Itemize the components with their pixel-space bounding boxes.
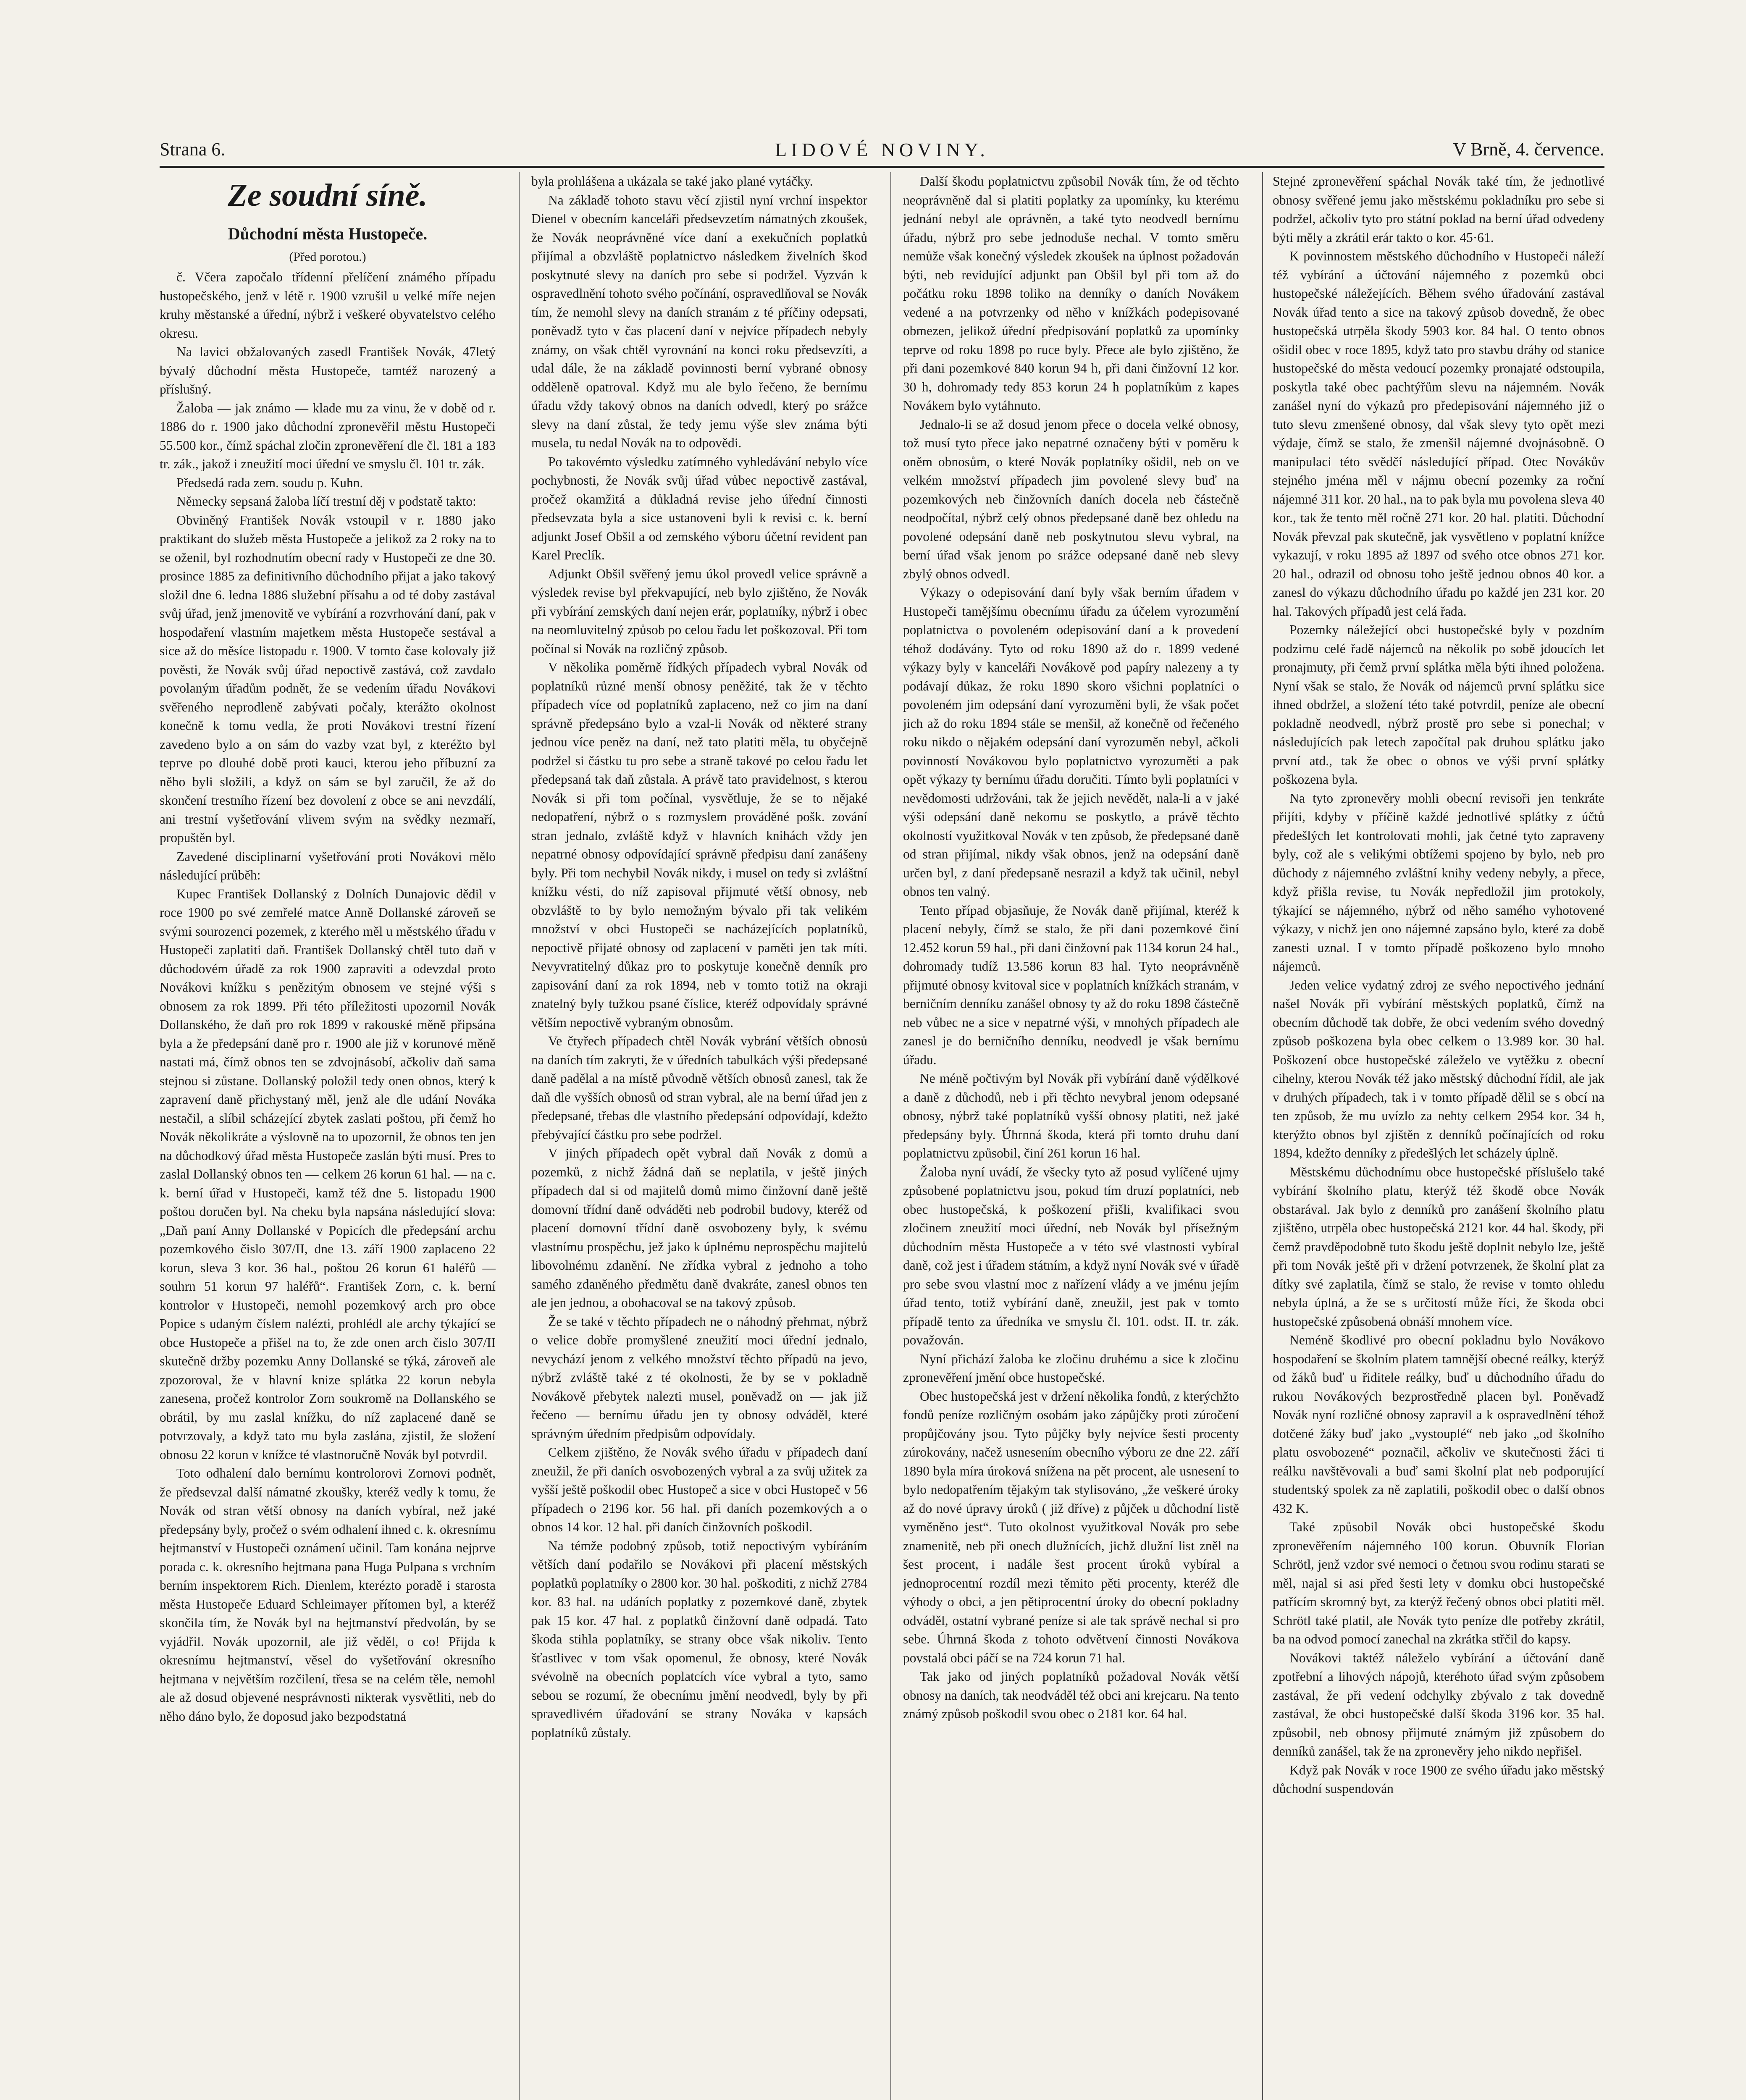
article-paragraph: V několika poměrně řídkých případech vybral Novák od poplatníků různé menší obnosy peněžité, tak že v těchto případech více od poplatníků zaplaceno, než co jim na daní správně předepsáno bylo a vzal-li Novák od některé strany jednou více peněz na daní, než tato platiti měla, tu obyčejně podržel si částku tu pro sebe a straně takové po celou řadu let předepsaná tak daň zůstala. A právě tato pravidelnost, s kterou Novák si při tom počínal, vysvětluje, že se to nějaké nedopatření, nýbrž o s rozmyslem prováděné pošk. zování stran jednalo, zvláště když v hlavních knihách vždy jen nepatrné obnosy odpovídající správně předpisu daní zanášeny byly. Při tom nechybil Novák nikdy, i musel on tedy si zvláštní knížku vésti, do níž zapisoval přijmuté větší obnosy, neb obzvláště to by bylo nemožným bývalo při tak velikém množství v obci Hustopeči se nacházejících poplatníků, nepoctivě přijaté obnosy od zaplacení v paměti jen tak míti. Nevyvratitelný důkaz pro to poskytuje konečně denník pro zapisování daní za rok 1894, neb v tomto totiž na okraji znatelný byly tužkou psané číslice, kteréž odpovídaly správné větším nepoctivě vybraným obnosům. xyxy=(531,660,867,1030)
article-headline: Důchodní města Hustopeče. xyxy=(228,224,428,243)
article-paragraph: Novákovi taktéž náleželo vybírání a účtování daně zpotřební a lihových nápojů, kteréhoto úřad svým způsobem zastával, že při vedení odchylky zbývalo z tak dovedně zastával, že obci hustopečské další škoda 3196 kor. 35 hal. způsobil, neb obnosy přijmuté známým již způsobem do denníků zanášel, tak že na zpronevěry jeho nikdo nepřišel. xyxy=(1273,1650,1604,1759)
page-header xyxy=(160,139,1604,164)
article-paragraph: Další škodu poplatnictvu způsobil Novák tím, že od těchto neoprávněně dal si platiti poplatky za upomínky, ku kterému jednání nebyl ale oprávněn, a také tyto neodvedl bernímu úřadu, nýbrž pro sebe jednoduše nechal. V tomto směru nemůže však konečný výsledek zkoušek na úplnost požadován býti, neb revidující adjunkt pan Obšil byl při tom až do počátku roku 1898 toliko na denníky o daních Novákem vedené a na potvrzenky od něho v knížkách podepisované obmezen, jelikož úřední předpisování poplatků za upomínky teprve od roku 1898 po ruce byly. Přece ale bylo zjištěno, že při dani pozemkové 840 korun 94 h, při dani činžovní 12 kor. 30 h, dohromady tedy 853 korun 24 h poplatníkům z kapes Novákem bylo vytáhnuto. xyxy=(903,174,1239,413)
article-paragraph: Pozemky náležející obci hustopečské byly v pozdním podzimu celé řadě nájemců na několik po sobě jdoucích let pronajmuty, při čemž první splátka měla býti ihned položena. Nyní však se stalo, že Novák od nájemců první splátku sice ihned obdržel, a složení této také potvrdil, peníze ale obecní pokladně neodvedl, nýbrž prostě pro sebe si ponechal; v následujících pak letech započítal pak druhou splátku jako první atd., tak že obec o obnos ve výši první splátky poškozena byla. xyxy=(1273,622,1604,787)
column-divider xyxy=(1262,172,1263,2100)
article-paragraph: Zavedené disciplinarní vyšetřování proti Novákovi mělo následující průběh: xyxy=(160,849,496,882)
article-paragraph: Že se také v těchto případech ne o náhodný přehmat, nýbrž o velice dobře promyšlené zneužití moci úřední jednalo, nevychází jenom z velkého množství těchto případů na jevo, nýbrž zvláště také z té okolnosti, že by se v pokladně Novákově přebytek nalezti musel, poněvadž on — jak již řečeno — bernímu úřadu jen ty obnosy odváděl, které správným úředním předpisům odpovídaly. xyxy=(531,1314,867,1441)
section-title: Ze soudní síně. xyxy=(228,178,428,213)
article-paragraph: Předsedá rada zem. soudu p. Kuhn. xyxy=(176,475,363,490)
article-paragraph: Městskému důchodnímu obce hustopečské příslušelo také vybírání školního platu, kterýž též škodě obce Novák obstarával. Jak bylo z denníků pro zanášení školního platu zjištěno, utrpěla obec hustopečská 2121 kor. 44 hal. škody, při čemž pravděpodobně tuto škodu ještě doplnit nebylo lze, ještě při tom Novák ještě při v držení potvrzenek, že školní plat za dítky své zaplatila, čímž se stalo, že revise v tomto ohledu nebyla úplná, a že se s určitostí může říci, že škoda obci hustopečské způsobená obnáší mnohem více. xyxy=(1273,1164,1604,1329)
article-paragraph: Tak jako od jiných poplatníků požadoval Novák větší obnosy na daních, tak neodváděl též obci ani krejcaru. Na tento známý způsob poškodil svou obec o 2181 kor. 64 hal. xyxy=(903,1669,1239,1721)
article-paragraph: Ve čtyřech případech chtěl Novák vybrání větších obnosů na daních tím zakryti, že v úředních tabulkách výši předepsané daně padělal a na místě původně větších obnosů zanesl, tak že daň dle vyšších obnosů od stran vybral, ale na berní úřad jen z předepsané, třebas dle vlastního předepsání odpovídají, kdežto přebývající částku pro sebe podržel. xyxy=(531,1034,867,1142)
article-paragraph: Jeden velice vydatný zdroj ze svého nepoctivého jednání našel Novák při vybírání městských poplatků, čímž na obecním důchodě tak dobře, že obci vedením svého dovedný způsob poškozena byla obec celkem o 13.989 kor. 30 hal. Poškození obce hustopečské záleželo ve vytěžku z obecní cihelny, kterou Novák též jako městský důchodní řídil, ale jak v druhých případech, tak i v tomto případě dělil se s obcí na ten způsob, že mu uvízlo za nehty celkem 2954 kor. 34 h, kterýžto obnos byl zjištěn z denníků počínajících od roku 1894, kdežto denníky z předešlých let scházely úplně. xyxy=(1273,977,1604,1160)
article-paragraph: Kupec František Dollanský z Dolních Dunajovic dědil v roce 1900 po své zemřelé matce Anně Dollanské zároveň se svými sourozenci pozemek, z kterého měl u městského úřadu v Hustopeči zaplatiti daň. František Dollanský chtěl tuto daň v důchodovém úřadě za rok 1900 zapraviti a odevzdal proto Novákovi knížku s penězitým obnosem ve stejné výši s obnosem za rok 1899. Při této příležitosti upozornil Novák Dollanského, že daň pro rok 1899 v rakouské měně připsána byla a že předepsání daně pro r. 1900 ale již v korunové měně nastati má, čímž obnos ten se zdvojnásobí, ačkoliv daň sama stejnou si zůstane. Dollanský položil tedy onen obnos, který k zapravení daně přichystaný měl, jenž ale dle udání Nováka nestačil, a slíbil scházející zbytek zaslati poštou, při čemž ho Novák několikráte a výslovně na to upozornil, že obnos ten jen na důchodkový úřad města Hustopeče zaslán býti musí. Pres to zaslal Dollanský obnos ten — celkem 26 korun 61 hal. — na c. k. berní úřad v Hustopeči, kamž též dne 5. listopadu 1900 poštou doručen byl. Na cheku byla napsána následující slova: „Daň paní Anny Dollanské v Popicích dle předepsání archu pozemkového čislo 307/II, dne 13. září 1900 zaplaceno 22 korun, sleva 3 kor. 36 hal., poštou 26 korun 61 haléřů — souhrn 51 korun 97 haléřů“. František Zorn, c. k. berní kontrolor v Hustopeči, nemohl pozemkový arch pro obce Popice s udaným číslem nalézti, prohlédl ale archy týkající se obce Hustopeče a přišel na to, že zde onen arch čislo 307/II skutečně držby pozemku Anny Dollanské se týká, zároveň ale zpozoroval, že v hlavní knize splátka 22 korun nebyla zanesena, pročež kontrolor Zorn soukromě na Dollanského se obrátil, by mu zaslal knížku, do níž zaplacené daně se potvrzovaly, a když tato mu byla zaslána, zjistil, že složení obnosu 22 korun v knížce té vlastnoručně Novák byl potvrdil. xyxy=(160,886,496,1462)
article-paragraph: Německy sepsaná žaloba líčí trestní děj v podstatě takto: xyxy=(176,494,476,509)
header-rule xyxy=(160,166,1604,168)
article-paragraph: Jednalo-li se až dosud jenom přece o docela velké obnosy, tož musí tyto přece jako nepatrné označeny býti v poměru k oněm obnosům, o které Novák poplatníky ošidil, neb on ve velkém množství případech jim povolené slevy buď na pozemkových neb činžovních daních docela neb částečně neodpočítal, nýbrž celý obnos předepsané daně bez ohledu na povolené odepsání daně neb poskytnutou slevu vybral, na berní úřad však jenom po srážce odepsané daně neb slevy zbylý obnos odvedl. xyxy=(903,417,1239,581)
article-paragraph: Neméně škodlivé pro obecní pokladnu bylo Novákovo hospodaření se školním platem tamnější obecné reálky, kterýž od žáků buď u řiditele reálky, buď u důchodního úřadu do rukou Novákových bezprostředně placen byl. Poněvadž Novák nyní rozličné obnosy zapravil a k ospravedlnění téhož dotčené žáky buď jako „vystouplé“ neb jako „od školního platu osvobozené“ poznačil, ačkoliv ve skutečnosti žáci ti reálku navštěvovali a buď sami školní plat neb podporující studentský spolek za ně zaplatili, poškodil obec o další obnos 432 K. xyxy=(1273,1333,1604,1516)
page-number: Strana 6. xyxy=(160,139,226,160)
article-paragraph: Výkazy o odepisování daní byly však berním úřadem v Hustopeči tamějšímu obecnímu úřadu za účelem vyrozumění poplatnictva o povoleném odepisování daní a k provedení téhož dodávány. Tyto od roku 1890 až do r. 1899 vedené výkazy byly v kanceláři Novákově pod papíry nalezeny a ty podávají důkaz, že roku 1890 skoro všichni poplatníci o povoleném jim odepsání daní vyrozuměni byli, že však počet jich až do roku 1894 stále se menšil, až konečně od řečeného roku nikdo o nějakém odepsání daní vyrozuměn nebyl, ačkoli povinností Novákovou bylo poplatnictvo vyrozuměti a pak opět výkazy ty bernímu úřadu doručiti. Tímto byli poplatníci v nevědomosti udržováni, tak že jejich nevědět, nala-li a v jaké výši odepsání daně nekomu se poskytlo, a právě těchto okolností využitkoval Novák v ten způsob, že předepsané daně od stran přijímal, nikdy však obnos, jenž na odepsání daně určen byl, z daní předepsaně nesrazil a když tak učinil, nebyl obnos ten valný. xyxy=(903,585,1239,899)
column-2 xyxy=(531,172,867,2100)
article-paragraph: Žaloba nyní uvádí, že všecky tyto až posud vylíčené ujmy způsobené poplatnictvu jsou, pokud tím druzí poplatníci, neb obec hustopečská, k poškození přišli, kvalifikaci svou zločinem zneužití moci úřední, neb Novák byl přísežným důchodním města Hustopeče a v této své vlastnosti vybíral daně, což jest i úřadem státním, a když nyní Novák své v úřadě pro sebe svou vlastní moc z nařízení vlády a ve jménu jejím úřad tento, totiž vybírání daně, zneužil, jest pak v tomto případě tento za úředníka ve smyslu čl. 101. odst. II. tr. zák. považován. xyxy=(903,1164,1239,1347)
article-paragraph: Na základě tohoto stavu věcí zjistil nyní vrchní inspektor Dienel v obecním kanceláři předsevzetím námatných zkoušek, že Novák neoprávněné více daní a exekučních poplatků přijímal a obzvláště poplatnictvo následkem živelních škod poskytnuté slevy na daních pro sebe si podržel. Vyzván k ospravedlnění tohoto svého počínání, ospravedlňoval se Novák tím, že nemohl slevy na daních stranám z té příčiny odepsati, poněvadž tyto v čas placení daní v nejvíce případech nebyly známy, on však chtěl vyrovnání na konci roku předsevzíti, a udal dále, že na základě povinnosti berní vybrané obnosy odděleně opatroval. Když mu ale bylo řečeno, že bernímu úřadu vždy takový obnos na daních odvedl, který po srážce slevy na daní zůstal, že tedy jemu výše slev známa býti musela, tu nedal Novák na to odpovědi. xyxy=(531,192,867,450)
article-paragraph: Když pak Novák v roce 1900 ze svého úřadu jako městský důchodní suspendován xyxy=(1273,1762,1604,1796)
column-divider xyxy=(890,172,891,2100)
article-paragraph: Žaloba — jak známo — klade mu za vinu, že v době od r. 1886 do r. 1900 jako důchodní zpronevěřil městu Hustopeči 55.500 kor., čímž spáchal zločin zpronevěření dle čl. 181 a 183 tr. zák., jakož i zneužití moci úřední ve smyslu čl. 101 tr. zák. xyxy=(160,400,496,471)
column-divider xyxy=(519,172,520,2100)
place-date: V Brně, 4. července. xyxy=(1453,139,1604,160)
article-paragraph: Nyní přichází žaloba ke zločinu druhému a sice k zločinu zpronevěření jmění obce hustopečské. xyxy=(903,1351,1239,1385)
article-paragraph: K povinnostem městského důchodního v Hustopeči náleží též vybírání a účtování nájemného z pozemků obci hustopečské náležejících. Během svého úřadování zastával Novák úřad tento a sice na takový způsob dovedně, že obec hustopečská utrpěla škody 5903 kor. 84 hal. O tento obnos ošidil obec v roce 1895, když tato pro stavbu dráhy od stanice hustopečské do města vedoucí pozemky pronajaté odstoupila, poskytla také obec pachtýřům slevu na nájemném. Novák zanášel nyní do výkazů pro předepisování nájemného již o tuto slevu zmenšené obnosy, dal však slevy tyto opět mezi výdaje, čímž se stalo, že zmenšil nájemné dvojnásobně. O manipulaci této svědčí následující případ. Otec Novákův stejného jména měl v nájmu obecní pozemky za roční nájemné 311 kor. 20 hal., na to pak byla mu povolena sleva 40 kor., tak že tento měl ročně 271 kor. 20 hal. platiti. Důchodní Novák převzal pak skutečně, jak vysvětleno v poplatní knížce vykazují, v roku 1895 až 1897 od svého otce obnos 271 kor. 20 hal., odrazil od obnosu toho ještě jednou obnos 40 kor. a zanesl do výkazu důchodního úřadu po každé jen 231 kor. 20 hal. Takových případů jest celá řada. xyxy=(1273,249,1604,619)
article-paragraph: Toto odhalení dalo bernímu kontrolorovi Zornovi podnět, že předsevzal další námatné zkoušky, kteréž vedly k tomu, že Novák od stran větší obnosy na daních vybíral, než jaké předepsány byly, pročež o svém odhalení ihned c. k. okresnímu hejtmanství v Hustopeči oznámení učinil. Tam konána nejprve porada c. k. okresního hejtmana pana Huga Pulpana s vrchním berním inspektorem Rich. Dienlem, kterézto poradě i starosta města Hustopeče Eduard Schleimayer přítomen byl, a kteréž skončila tím, že Novák byl na hejtmanství předvolán, by se vyjádřil. Novák upozornil, ale již věděl, o co! Přijda k okresnímu hejtmanství, věsel do vyšetřování okresního hejtmana v největším rozčilení, třesa se na celém těle, nemohl ale až dosud objevené nesprávnosti nikterak vysvětliti, neb do něho dáno bylo, že doposud jako bezpodstatná xyxy=(160,1466,496,1724)
article-paragraph: Na témže podobný způsob, totiž nepoctivým vybíráním větších daní podařilo se Novákovi při placení městských poplatků poplatníky o 2800 kor. 30 hal. poškoditi, z nichž 2784 kor. 83 hal. na udáních poplatky z pozemkové daně, zbytek pak 15 kor. 47 hal. z poplatků činžovní daně odpadá. Tato škoda stihla poplatníky, se strany obce však nikoliv. Tento šťastlivec v tom však opomenul, že obnosy, které Novák svévolně na obecních poplatcích více vybral a tyto, samo sebou se rozumí, že obecnímu jmění neodvedl, byly by při spravedlivém úřadování se strany Nováka v kapsách poplatníků zůstaly. xyxy=(531,1538,867,1740)
column-3 xyxy=(903,172,1239,2100)
article-paragraph: Ne méně počtivým byl Novák při vybírání daně výdělkové a daně z důchodů, neb i při těchto nevybral jenom odepsané obnosy, nýbrž také poplatníků vyšší obnosy platiti, než jaké předepsány byly. Úhrnná škoda, která při tomto druhu daní poplatnictvu způsobil, činí 261 korun 16 hal. xyxy=(903,1071,1239,1160)
article-paragraph: č. Včera započalo třídenní přelíčení známého případu hustopečského, jenž v létě r. 1900 vzrušil u velké míře nejen kruhy městanské a úřední, nýbrž i veškeré obyvatelstvo celého okresu. xyxy=(160,270,496,341)
article-paragraph: Po takovémto výsledku zatímného vyhledávání nebylo více pochybnosti, že Novák svůj úřad vůbec nepoctivě zastával, pročež okamžitá a důkladná revise jeho úřední činnosti předsevzata byla a sice ustanoveni byli k revisi c. k. berní adjunkt Josef Obšil a od zemského výboru účetní revident pan Karel Preclík. xyxy=(531,454,867,562)
column-1 xyxy=(160,172,496,2100)
article-paragraph: Na tyto zpronevěry mohli obecní revisoři jen tenkráte přijíti, kdyby v příčině každé jednotlivé splátky z účtů předešlých let kontrolovati mohli, jak četné tyto zapraveny byly, což ale s velikými obtížemi spojeno by bylo, neb pro důchody z nájemného zvláštní knihy vedeny nebyly, a přece, když přišla revise, tu Novák nepředložil jim protokoly, týkající se nájemného, nýbrž od něho samého vyhotovené výkazy, v nichž jen ono nájemné zapsáno bylo, které za době zanesti uznal. I v tomto případě poškozeno bylo mnoho nájemců. xyxy=(1273,790,1604,974)
article-paragraph: Obec hustopečská jest v držení několika fondů, z kterýchžto fondů peníze rozličným osobám jako zápůjčky proti zúročení propůjčovány jsou. Tyto půjčky byly nejvíce šesti procenty zúrokovány, načež usnesením obecního výboru ze dne 22. září 1890 byla míra úroková snížena na pět procent, ale usnesení to bylo nedopatřením tějakým tak stylisováno, „že veškeré úroky až do nové úpravy úroků ( již dříve) z půjček u důchodní listě vyměněno jest“. Tuto okolnost využitkoval Novák pro sebe znamenitě, neb při onech dlužnících, jichž dlužní list zněl na šest procent, i nadále šest procent úroků vybíral a jednoprocentní rozdíl mezi těmito pěti procenty, kteréž dle výhody o obci, a jen pětiprocentní úroky do obecní pokladny odváděl, ostatní vybrané peníze si ale tak správě nechal si pro sebe. Úhrnná škoda z tohoto odvětvení činnosti Novákova povstalá obci páčí se na 724 korun 71 hal. xyxy=(903,1389,1239,1665)
article-paragraph: byla prohlášena a ukázala se také jako plané vytáčky. xyxy=(531,174,813,189)
article-paragraph: Na lavici obžalovaných zasedl František Novák, 47letý bývalý důchodní města Hustopeče, tamtéž narozený a příslušný. xyxy=(160,344,496,396)
article-paragraph: Také způsobil Novák obci hustopečské škodu zpronevěřením nájemného 100 korun. Obuvník Florian Schrötl, jenž vzdor své nemoci o četnou svou rodinu starati se měl, najal si asi před šesti lety v domku obci hustopečské patřícím skromný byt, za kterýž řečený obnos obci platiti měl. Schrötl také platil, ale Novák tyto peníze dle potřeby zkrátil, ba na odvod pomocí zanechal na zkrátka střčil do kapsy. xyxy=(1273,1520,1604,1646)
newspaper-title: LIDOVÉ NOVINY. xyxy=(775,139,989,160)
article-paragraph: V jiných případech opět vybral daň Novák z domů a pozemků, z nichž žádná daň se neplatila, v ještě jiných případech dal si od majitelů domů mimo činžovní daně ještě domovní třídní daně odváděti neb podrobil budovy, kteréž od placení domovní třídní daně osvobozeny byly, k svému vlastnímu prospěchu, jež jako k úplnému neprospěchu majitelů libovolnému zdanění. Ne zřídka vybral z jednoho a toho samého zdaněného předmětu daně dvakráte, zanesl obnos ten ale jen jednou, a obohacoval se na takový způsob. xyxy=(531,1146,867,1310)
column-4 xyxy=(1273,172,1604,2100)
article-paragraph: Tento případ objasňuje, že Novák daně přijímal, kteréž k placení nebyly, čímž se stalo, že při dani pozemkové činí 12.452 korun 59 hal., při dani činžovní pak 1134 korun 24 hal., dohromady tudíž 13.586 korun 83 hal. Tyto neoprávněně přijmuté obnosy kvitoval sice v poplatních knížkách stranám, v berničním denníku zanášel obnosy ty až do roku 1898 částečně neb vůbec ne a sice v nepatrné výši, v mnohých případech ale zanesl je do berničního denníku, neodvedl je však bernímu úřadu. xyxy=(903,903,1239,1067)
article-paragraph: Celkem zjištěno, že Novák svého úřadu v případech daní zneužil, že při daních osvobozených vybral a za svůj užitek za vyšší ještě poškodil obec Hustopeč a sice v obci Hustopeč v 56 případech o 2196 kor. 56 hal. při daních pozemkových a o obnos 14 kor. 12 hal. při daních činžovních poškodil. xyxy=(531,1445,867,1534)
article-paragraph: Obviněný František Novák vstoupil v r. 1880 jako praktikant do služeb města Hustopeče a jelikož za 2 roky na to se oženil, byl rozhodnutím obecní rady v Hustopeči ze dne 30. prosince 1885 za definitivního důchodního přijat a jako takový složil dne 6. ledna 1886 služební přísahu a od té doby zastával svůj úřad, jenž jmenovitě ve vybírání a rozvrhování daní, pak v hospodaření vlastním majetkem města Hustopeče sestával a sice až do měsíce listopadu r. 1900. V tomto čase kolovaly již pověsti, že Novák svůj úřad nepoctivě zastává, což zavdalo povolaným úřadům podnět, že se vedením úřadu Novákovi svěřeného neprodleně zabývati počaly, kterážto okolnost konečně k tomu vedla, že proti Novákovi trestní řízení zavedeno bylo a on sám do vazby vzat byl, z kteréžto byl teprve po dlouhé době proti kauci, kterou jeho příbuzní za něho byli složili, a když on sám se byl zaručil, že až do skončení trestního řízení bez dovolení z obce se ani nevzdálí, ani trestní vyšetřování vlivem svým na svědky nezmaří, propuštěn byl. xyxy=(160,512,496,845)
article-paragraph: Adjunkt Obšil svěřený jemu úkol provedl velice správně a výsledek revise byl překvapující, neb bylo zjištěno, že Novák při vybírání zemských daní nejen erár, poplatníky, nýbrž i obec na neomluvitelný způsob po celou řadu let poškozoval. Při tom počínal si Novák na rozličný způsob. xyxy=(531,566,867,656)
article-paragraph: Stejné zpronevěření spáchal Novák také tím, že jednotlivé obnosy svěřené jemu jako městskému pokladníku pro sebe si podržel, ačkoliv tyto pro státní poklad na berní úřad odvedeny býti měly a zkrátil erár takto o kor. 45·61. xyxy=(1273,174,1604,245)
article-note: (Před porotou.) xyxy=(289,250,366,264)
